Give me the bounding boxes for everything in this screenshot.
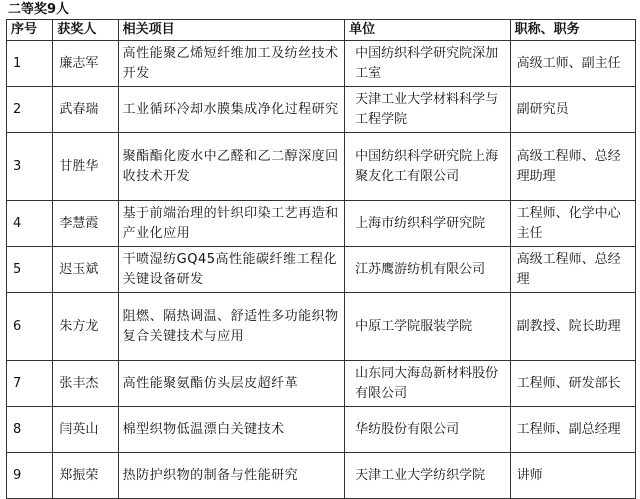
row-project: 阻燃、隔热调温、舒适性多功能织物复合关键技术与应用 [118,293,345,361]
row-title: 高级工师、副主任 [510,41,635,87]
row-project: 高性能聚乙烯短纤维加工及纺丝技术开发 [118,41,345,87]
table-row [7,453,636,499]
row-project: 聚酯酯化废水中乙醛和乙二醇深度回收技术开发 [118,133,345,201]
row-title: 工程师、研发部长 [510,361,635,407]
row-project: 基于前端治理的针织印染工艺再造和产业化应用 [118,201,345,247]
row-project: 干喷湿纺GQ45高性能碳纤维工程化关键设备研发 [118,247,345,293]
row-num: 1 [7,41,53,87]
row-project: 高性能聚氨酯仿头层皮超纤革 [118,361,345,407]
award-table [6,19,636,499]
row-unit: 天津工业大学纺织学院 [345,453,510,499]
row-project: 工业循环冷却水膜集成净化过程研究 [118,87,345,133]
header-unit: 单位 [345,20,510,41]
row-num: 7 [7,361,53,407]
row-unit: 中国纺织科学研究院深加工室 [345,41,510,87]
row-unit: 上海市纺织科学研究院 [345,201,510,247]
row-project: 棉型织物低温漂白关键技术 [118,407,345,453]
row-num: 8 [7,407,53,453]
row-unit: 华纺股份有限公司 [345,407,510,453]
header-row [7,20,636,41]
table-row [7,87,636,133]
row-num: 2 [7,87,53,133]
table-row [7,361,636,407]
row-unit: 山东同大海岛新材料股份有限公司 [345,361,510,407]
header-title: 职称、职务 [510,20,635,41]
row-title: 高级工程师、总经理助理 [510,133,635,201]
row-name: 朱方龙 [53,293,118,361]
table-row [7,407,636,453]
row-num: 9 [7,453,53,499]
table-row [7,247,636,293]
row-unit: 天津工业大学材料科学与工程学院 [345,87,510,133]
row-name: 李慧霞 [53,201,118,247]
row-name: 廉志军 [53,41,118,87]
table-row [7,293,636,361]
row-title: 副研究员 [510,87,635,133]
row-name: 闫英山 [53,407,118,453]
row-project: 热防护织物的制备与性能研究 [118,453,345,499]
row-unit: 中原工学院服装学院 [345,293,510,361]
row-title: 讲师 [510,453,635,499]
row-name: 武春瑞 [53,87,118,133]
header-num: 序号 [7,20,53,41]
section-heading: 二等奖9人 [8,2,70,17]
header-project: 相关项目 [118,20,345,41]
table-row [7,133,636,201]
row-title: 工程师、化学中心主任 [510,201,635,247]
row-unit: 中国纺织科学研究院上海聚友化工有限公司 [345,133,510,201]
table-row [7,41,636,87]
row-num: 5 [7,247,53,293]
row-name: 张丰杰 [53,361,118,407]
row-name: 郑振荣 [53,453,118,499]
row-unit: 江苏鹰游纺机有限公司 [345,247,510,293]
row-num: 4 [7,201,53,247]
row-title: 工程师、副总经理 [510,407,635,453]
row-title: 副教授、院长助理 [510,293,635,361]
row-num: 6 [7,293,53,361]
row-name: 迟玉斌 [53,247,118,293]
header-name: 获奖人 [53,20,118,41]
row-name: 甘胜华 [53,133,118,201]
table-row [7,201,636,247]
row-num: 3 [7,133,53,201]
row-title: 高级工程师、总经理 [510,247,635,293]
